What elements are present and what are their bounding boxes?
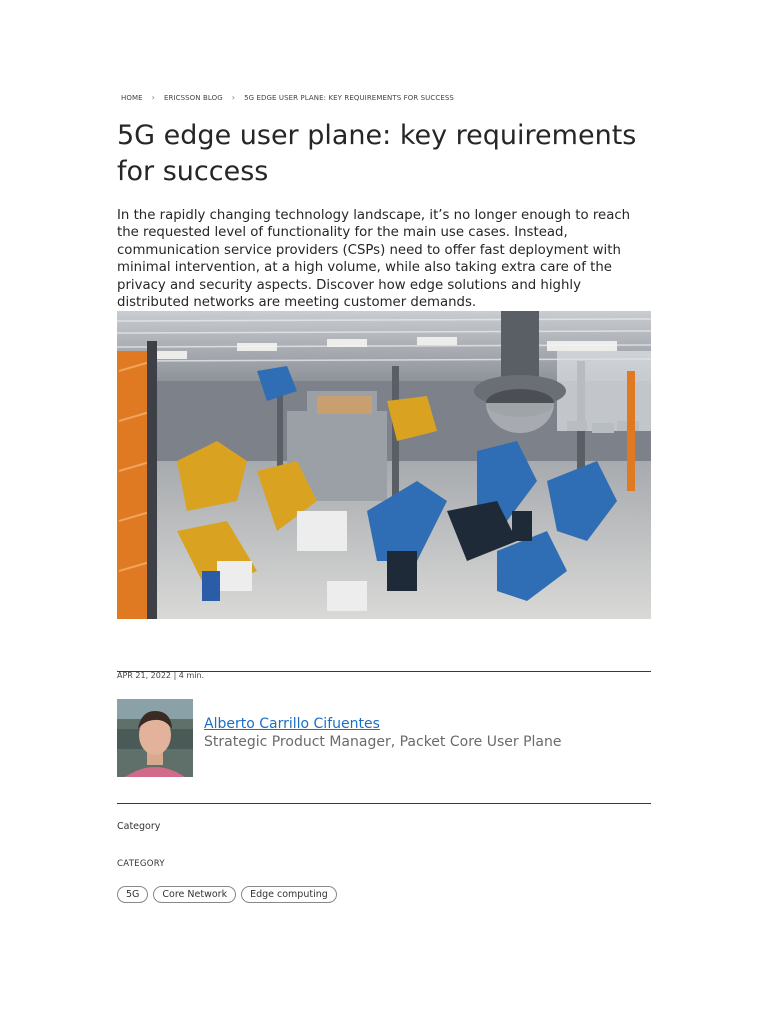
breadcrumb-blog-link[interactable]: ERICSSON BLOG [163, 93, 223, 102]
author-role: Strategic Product Manager, Packet Core User Plane [204, 734, 562, 750]
author-name-link[interactable]: Alberto Carrillo Cifuentes [204, 716, 380, 732]
chevron-right-icon: › [231, 93, 236, 102]
chevron-right-icon: › [151, 93, 155, 102]
tag-5g[interactable]: 5G [117, 886, 148, 903]
article-meta: APR 21, 2022 | 4 min. [117, 671, 205, 680]
breadcrumb-home-link[interactable]: HOME [121, 93, 143, 102]
factory-robots-illustration [117, 311, 651, 619]
avatar [117, 699, 193, 777]
tag-core-network[interactable]: Core Network [153, 886, 236, 903]
breadcrumb [121, 93, 454, 102]
page-title: 5G edge user plane: key requirements for success [117, 120, 637, 187]
category-tags [117, 886, 337, 903]
tag-edge-computing[interactable]: Edge computing [241, 886, 337, 903]
article-lead: In the rapidly changing technology landscape, it’s no longer enough to reach the requested level of functionality for the main use cases. Instead, communication service providers (CSPs) need to offer fast deployment with minimal intervention, at a high volume, while also taking extra care of the privacy and security aspects. Discover how edge solutions and highly distributed networks are meeting customer demands. [117, 208, 631, 311]
author-divider [117, 803, 651, 804]
category-label: Category [117, 821, 161, 832]
category-heading: CATEGORY [117, 859, 165, 869]
breadcrumb-current: 5G EDGE USER PLANE: KEY REQUIREMENTS FOR SUCCESS [244, 93, 454, 102]
hero-image [117, 311, 651, 619]
